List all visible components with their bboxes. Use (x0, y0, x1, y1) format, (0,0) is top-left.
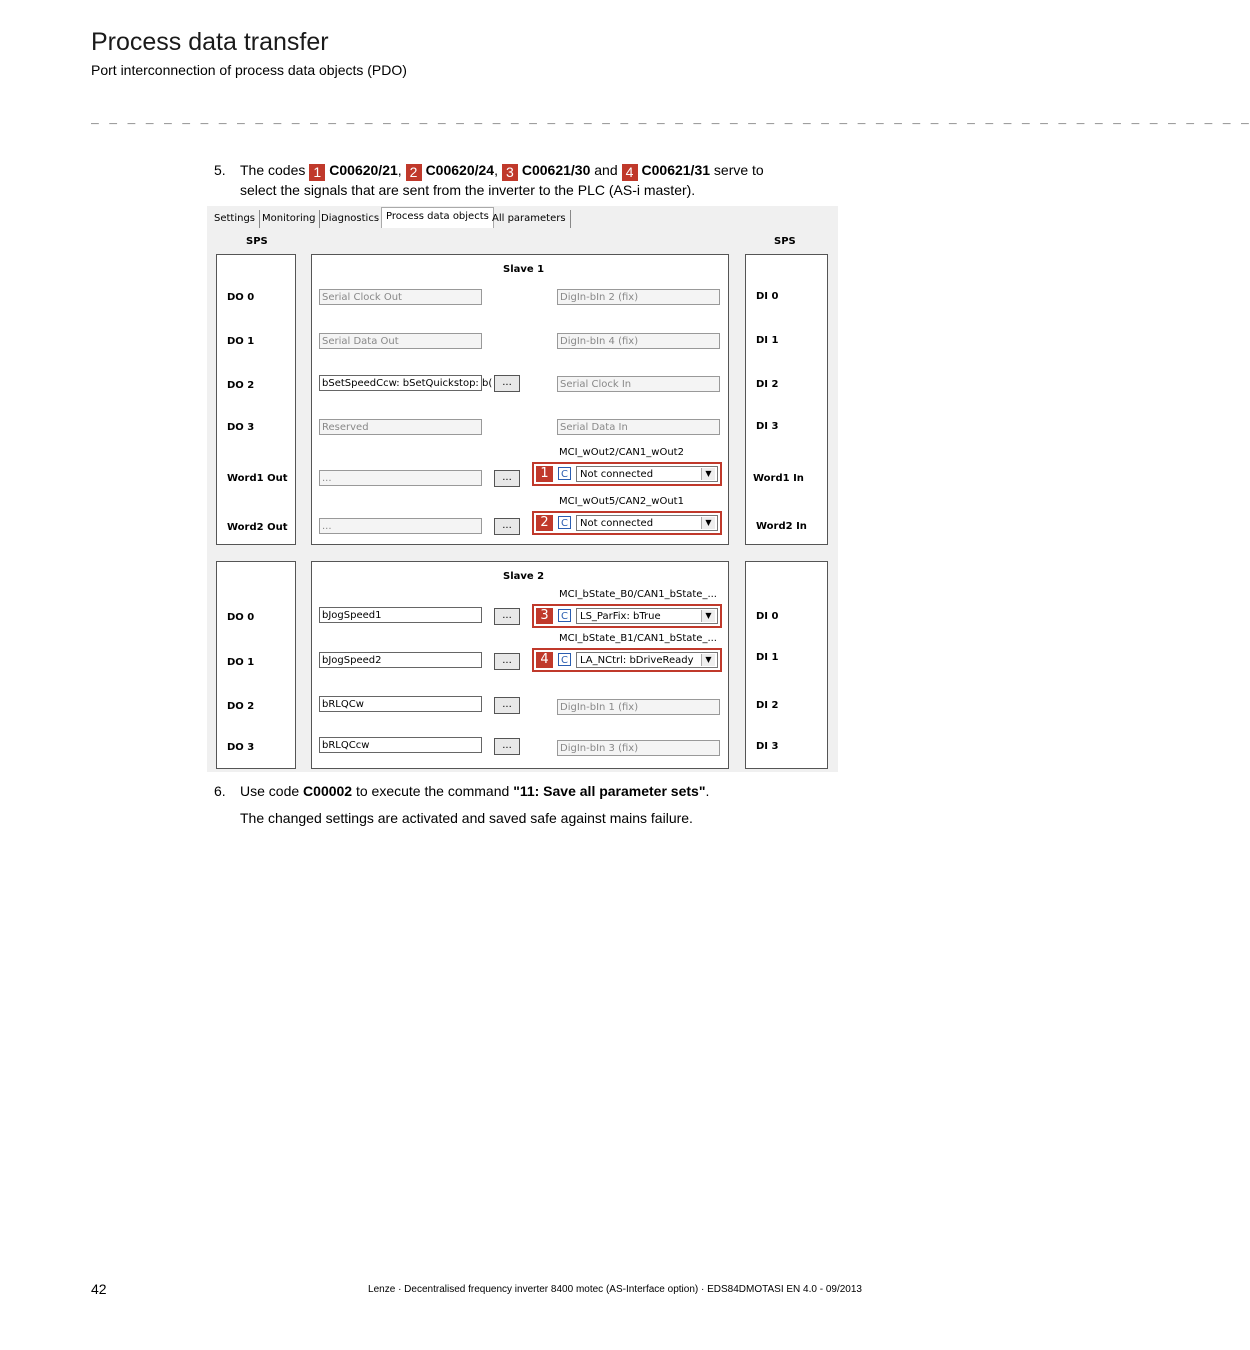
di1-select[interactable] (532, 648, 722, 672)
do2-field[interactable]: bSetSpeedCcw: bSetQuickstop: b( (319, 375, 482, 391)
word1-out-browse-button[interactable]: ... (494, 470, 520, 487)
sps-left-label: SPS (246, 236, 268, 247)
step-number: 5. (214, 162, 226, 178)
chevron-down-icon[interactable]: ▼ (701, 610, 715, 622)
word1-in-caption: MCI_wOut2/CAN1_wOut2 (559, 447, 684, 458)
text: to execute the command (355, 783, 510, 799)
step-number: 6. (214, 783, 226, 799)
select-value[interactable] (576, 652, 718, 668)
word2-out-field[interactable]: ... (319, 518, 482, 534)
label-di2: DI 2 (756, 700, 779, 711)
di3-field[interactable]: Serial Data In (557, 419, 720, 435)
label-do1: DO 1 (227, 336, 255, 347)
c-icon[interactable]: C (558, 653, 571, 666)
label-di3: DI 3 (756, 741, 779, 752)
label-word1-in: Word1 In (753, 473, 804, 484)
page-number: 42 (91, 1281, 107, 1297)
sps-right-box-slave1 (745, 254, 828, 545)
word1-in-select[interactable] (532, 462, 722, 486)
text: The codes (240, 162, 306, 178)
di2-field[interactable]: DigIn-bIn 1 (fix) (557, 699, 720, 715)
label-word1-out: Word1 Out (227, 473, 288, 484)
word2-in-caption: MCI_wOut5/CAN2_wOut1 (559, 496, 684, 507)
sps-right-box-slave2 (745, 561, 828, 769)
code: C00002 (303, 783, 353, 799)
code-1: C00620/21 (329, 162, 398, 178)
marker-1: 1 (536, 466, 553, 482)
command: "11: Save all parameter sets" (513, 783, 706, 799)
code-2: C00620/24 (425, 162, 495, 178)
tab-monitoring[interactable]: Monitoring (258, 210, 320, 228)
marker-2: 2 (536, 515, 553, 531)
tab-diagnostics[interactable]: Diagnostics (317, 210, 384, 228)
di2-field[interactable]: Serial Clock In (557, 376, 720, 392)
do2-field[interactable]: bRLQCw (319, 696, 482, 712)
sps-right-label: SPS (774, 236, 796, 247)
do3-browse-button[interactable]: ... (494, 738, 520, 755)
marker-3: 3 (536, 608, 553, 624)
word2-in-select[interactable] (532, 511, 722, 535)
step-text (240, 782, 840, 801)
text: and (594, 162, 618, 178)
text: Use code (240, 783, 300, 799)
chevron-down-icon[interactable]: ▼ (701, 517, 715, 529)
do1-field[interactable]: Serial Data Out (319, 333, 482, 349)
label-di1: DI 1 (756, 335, 779, 346)
label-do3: DO 3 (227, 742, 255, 753)
di0-select[interactable] (532, 604, 722, 628)
tab-all-parameters[interactable]: All parameters (488, 210, 571, 228)
text: serve to (713, 162, 764, 178)
do2-browse-button[interactable]: ... (494, 375, 520, 392)
label-do2: DO 2 (227, 380, 255, 391)
sps-left-box-slave2 (216, 561, 296, 769)
di1-caption: MCI_bState_B1/CAN1_bState_... (559, 633, 717, 644)
do1-field[interactable]: bJogSpeed2 (319, 652, 482, 668)
value-text: LA_NCtrl: bDriveReady (580, 655, 694, 666)
marker-4: 4 (536, 652, 553, 668)
label-do2: DO 2 (227, 701, 255, 712)
page-title: Process data transfer (91, 28, 329, 56)
do0-browse-button[interactable]: ... (494, 608, 520, 625)
do0-field[interactable]: bJogSpeed1 (319, 607, 482, 623)
label-di1: DI 1 (756, 652, 779, 663)
value-text: Not connected (580, 469, 654, 480)
chevron-down-icon[interactable]: ▼ (701, 468, 715, 480)
label-do0: DO 0 (227, 292, 255, 303)
step-text: The codes 1 C00620/21, 2 C00620/24, 3 C00621/30 and 4 C00621/31 serve to select the signals that are sent from the inverter to the PLC (AS-i master). (240, 162, 764, 198)
slave1-box (311, 254, 729, 545)
label-word2-out: Word2 Out (227, 522, 288, 533)
badge-2: 2 (406, 164, 422, 181)
label-di0: DI 0 (756, 291, 779, 302)
tab-process-data-objects[interactable]: Process data objects (381, 207, 494, 228)
badge-1: 1 (309, 164, 325, 181)
badge-3: 3 (502, 164, 518, 181)
select-value[interactable] (576, 515, 718, 531)
text: . (705, 783, 710, 799)
do0-field[interactable]: Serial Clock Out (319, 289, 482, 305)
label-di0: DI 0 (756, 611, 779, 622)
label-di3: DI 3 (756, 421, 779, 432)
slave2-box (311, 561, 729, 769)
c-icon[interactable]: C (558, 516, 571, 529)
slave1-title: Slave 1 (503, 264, 545, 275)
tab-settings[interactable]: Settings (210, 210, 260, 228)
text: select the signals that are sent from the inverter to the PLC (AS-i master). (240, 182, 696, 198)
chevron-down-icon[interactable]: ▼ (701, 654, 715, 666)
do3-field[interactable]: Reserved (319, 419, 482, 435)
do3-field[interactable]: bRLQCcw (319, 737, 482, 753)
process-data-objects-dialog (207, 206, 838, 772)
word1-out-field[interactable]: ... (319, 470, 482, 486)
di0-field[interactable]: DigIn-bIn 2 (fix) (557, 289, 720, 305)
step-note: The changed settings are activated and saved safe against mains failure. (240, 810, 693, 826)
label-do0: DO 0 (227, 612, 255, 623)
code-4: C00621/31 (641, 162, 711, 178)
label-word2-in: Word2 In (756, 521, 807, 532)
value-text: Not connected (580, 518, 654, 529)
header-rule: _ _ _ _ _ _ _ _ _ _ _ _ _ _ _ _ _ _ _ _ _ _ _ _ _ _ _ _ _ _ _ _ _ _ _ _ _ _ _ _ _ _ _ _ _ _ _ _ _ _ _ _ _ _ _ _ _ _ _ _ _ _ _ _ (91, 110, 1250, 125)
do1-browse-button[interactable]: ... (494, 653, 520, 670)
di0-caption: MCI_bState_B0/CAN1_bState_... (559, 589, 717, 600)
select-value[interactable] (576, 608, 718, 624)
select-value[interactable] (576, 466, 718, 482)
word2-out-browse-button[interactable]: ... (494, 518, 520, 535)
di1-field[interactable]: DigIn-bIn 4 (fix) (557, 333, 720, 349)
slave2-title: Slave 2 (503, 571, 545, 582)
label-di2: DI 2 (756, 379, 779, 390)
page-subtitle: Port interconnection of process data objects (PDO) (91, 62, 407, 78)
badge-4: 4 (622, 164, 638, 181)
sps-left-box-slave1 (216, 254, 296, 545)
di3-field[interactable]: DigIn-bIn 3 (fix) (557, 740, 720, 756)
label-do1: DO 1 (227, 657, 255, 668)
c-icon[interactable]: C (558, 467, 571, 480)
do2-browse-button[interactable]: ... (494, 697, 520, 714)
c-icon[interactable]: C (558, 609, 571, 622)
footer-text: Lenze · Decentralised frequency inverter 8400 motec (AS-Interface option) · EDS84DMOTASI EN 4.0 - 09/2013 (368, 1284, 862, 1295)
code-3: C00621/30 (521, 162, 591, 178)
value-text: LS_ParFix: bTrue (580, 611, 661, 622)
label-do3: DO 3 (227, 422, 255, 433)
